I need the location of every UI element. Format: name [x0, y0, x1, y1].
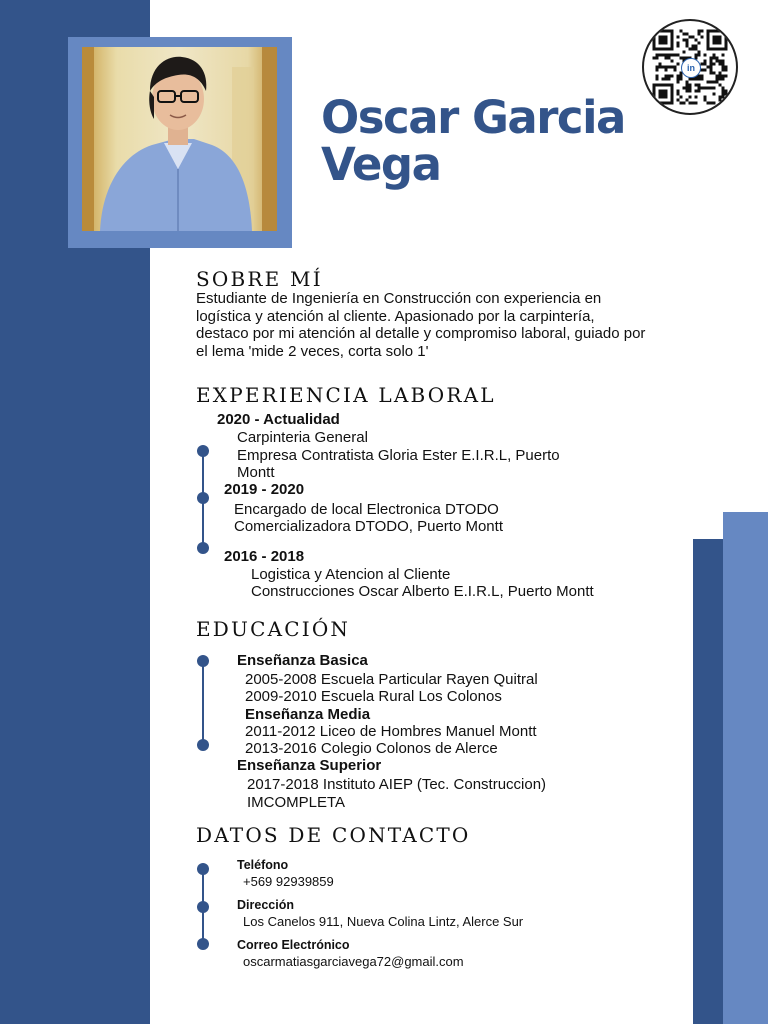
experience-period: 2019 - 2020 — [224, 481, 305, 498]
contact-section-title: DATOS DE CONTACTO — [196, 823, 471, 847]
experience-company-cont: Montt — [237, 464, 275, 481]
profile-photo — [82, 47, 277, 231]
qr-code[interactable] — [642, 19, 738, 115]
phone-label: Teléfono — [237, 858, 289, 872]
education-level: Enseñanza Basica — [237, 652, 368, 669]
address-value: Los Canelos 911, Nueva Colina Lintz, Alerce Sur — [243, 914, 524, 929]
experience-role: Encargado de local Electronica DTODO — [234, 501, 499, 518]
education-timeline-dot — [197, 655, 209, 667]
linkedin-icon — [681, 58, 701, 78]
education-level: Enseñanza Superior — [237, 757, 382, 774]
experience-company: Construcciones Oscar Alberto E.I.R.L, Puerto Montt — [251, 583, 594, 600]
contact-timeline-dot — [197, 938, 209, 950]
linkedin-icon-label: in — [687, 62, 695, 73]
full-name — [321, 91, 625, 191]
experience-section-title: EXPERIENCIA LABORAL — [196, 383, 496, 407]
education-level: Enseñanza Media — [245, 706, 371, 723]
education-entry: 2005-2008 Escuela Particular Rayen Quitral — [245, 671, 538, 688]
experience-timeline-dot — [197, 542, 209, 554]
phone-value[interactable]: +569 92939859 — [243, 874, 334, 889]
experience-company: Comercializadora DTODO, Puerto Montt — [234, 518, 503, 535]
experience-period: 2020 - Actualidad — [217, 411, 340, 428]
experience-role: Logistica y Atencion al Cliente — [251, 566, 451, 583]
address-label: Dirección — [237, 898, 294, 912]
about-text: Estudiante de Ingeniería en Construcción con experiencia en logística y atención al cliente. Apasionado por la carpintería, destaco por mi atención al detalle y compromiso laboral, guiado por el lema 'mide 2 veces, corta solo 1' — [196, 290, 646, 360]
experience-role: Carpinteria General — [237, 429, 368, 446]
education-timeline-line — [202, 661, 204, 745]
contact-timeline-dot — [197, 863, 209, 875]
experience-timeline-dot — [197, 445, 209, 457]
education-section-title: EDUCACIÓN — [196, 617, 351, 641]
education-entry: 2013-2016 Colegio Colonos de Alerce — [245, 740, 498, 757]
education-entry: 2017-2018 Instituto AIEP (Tec. Construccion) — [247, 776, 547, 793]
education-entry: 2009-2010 Escuela Rural Los Colonos — [245, 688, 502, 705]
profile-photo-frame — [68, 37, 292, 248]
contact-timeline-dot — [197, 901, 209, 913]
name-line-2: Vega — [321, 138, 441, 191]
right-decorative-band-light — [723, 512, 768, 1024]
education-entry: IMCOMPLETA — [247, 794, 346, 811]
about-section-title: SOBRE MÍ — [196, 267, 323, 291]
email-label: Correo Electrónico — [237, 938, 350, 952]
experience-period: 2016 - 2018 — [224, 548, 305, 565]
education-entry: 2011-2012 Liceo de Hombres Manuel Montt — [245, 723, 537, 740]
email-value[interactable]: oscarmatiasgarciavega72@gmail.com — [243, 954, 464, 969]
right-decorative-band-dark — [693, 539, 724, 1024]
education-timeline-dot — [197, 739, 209, 751]
profile-photo-illustration — [82, 47, 277, 231]
experience-timeline-dot — [197, 492, 209, 504]
name-line-1: Oscar Garcia — [321, 91, 625, 144]
experience-company: Empresa Contratista Gloria Ester E.I.R.L, Puerto — [237, 447, 560, 464]
